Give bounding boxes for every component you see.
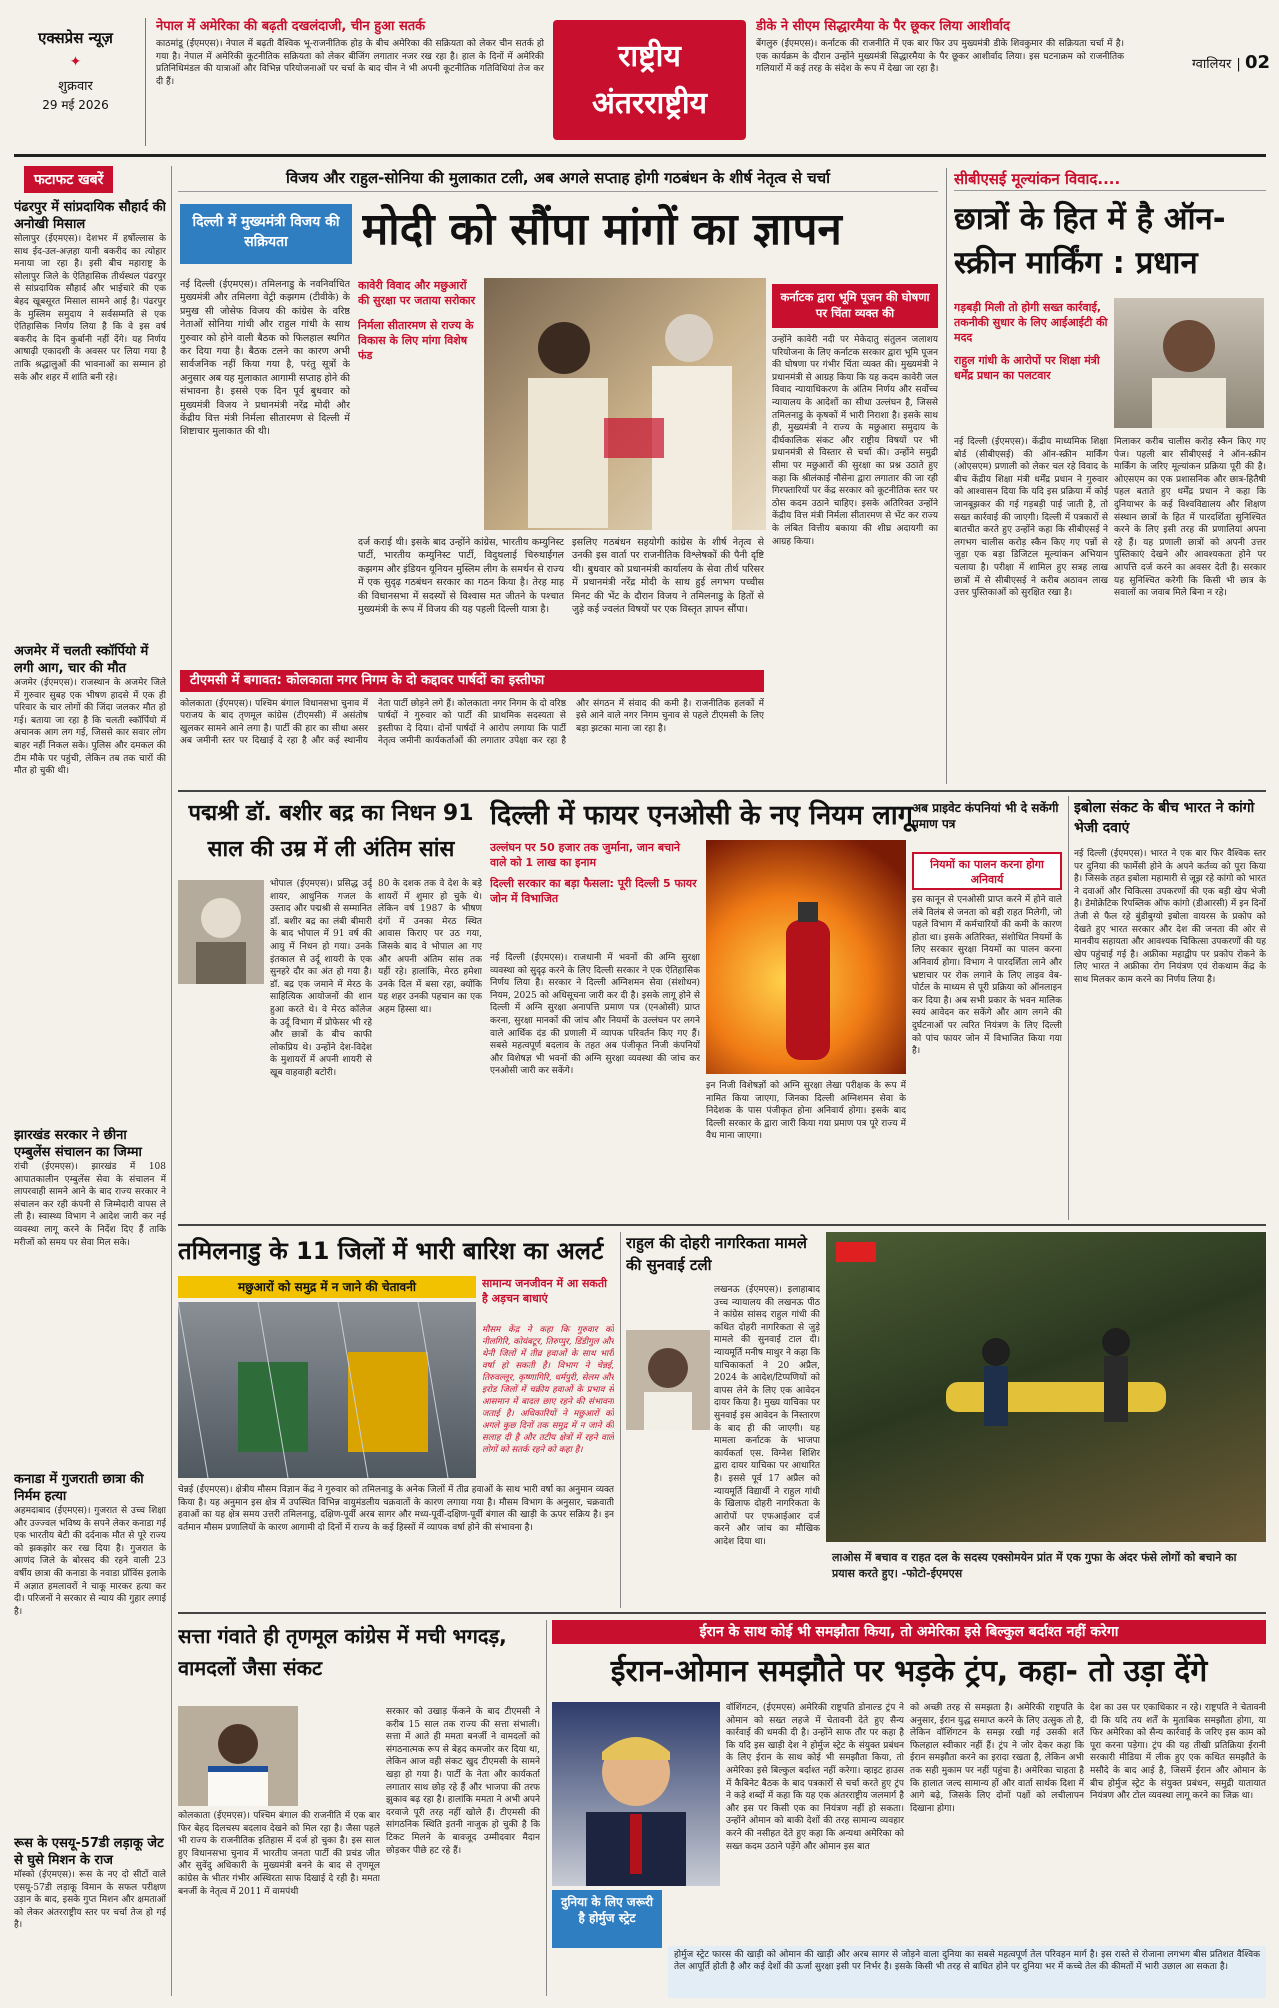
page-info [1150,52,1270,82]
hormuz-box-text: होर्मुज स्ट्रेट फारस की खाड़ी को ओमान की खाड़ी और अरब सागर से जोड़ने वाला दुनिया का सबसे महत्वपूर्ण तेल परिवहन मार्ग है। इस रास्ते से रोजाना लगभग बीस प्रतिशत वैश्विक तेल आपूर्ति होती है और कई देशों की ऊर्जा सुरक्षा इसी पर निर्भर है। इसके किसी भी तरह से बाधित होने पर दुनिया भर में कच्चे तेल की कीमतों में भारी उछाल आ सकता है। [668,1946,1266,1998]
city-name: ग्वालियर [1192,57,1232,72]
top-brief-dk [756,18,1124,148]
tmc-text-col2: सरकार को उखाड़ फेंकने के बाद टीएमसी ने करीब 15 साल तक राज्य की सत्ता संभाली। सत्ता में आते ही ममता बनर्जी ने वामदलों को संगठनात्मक रूप से बेहद कमजोर कर दिया था, लेकिन आज वही संकट खुद टीएमसी के सामने खड़ा हो गया है। पार्टी के नेता और कार्यकर्ता लगातार साथ छोड़ रहे हैं और भाजपा की तरफ झुकाव बढ़ रहा है। हालांकि ममता ने अभी अपने दरवाजे पूरी तरह नहीं खोले हैं। टीएमसी की सांगठनिक स्थिति इतनी नाजुक हो चुकी है कि टिकट मिलने के बावजूद उम्मीदवार मैदान छोड़कर पीछे हट रहे हैं। [386,1707,540,1856]
lead-point: कावेरी विवाद और मछुआरों की सुरक्षा पर जताया सरोकार [358,279,476,307]
iran-headline: ईरान-ओमान समझौते पर भड़के ट्रंप, कहा- तो उड़ा देंगे [610,1654,1208,1689]
karnataka-text: उन्होंने कावेरी नदी पर मेकेदातु संतुलन जलाशय परियोजना के लिए कर्नाटक सरकार द्वारा भूमि पूजन की घोषणा पर गंभीर चिंता व्यक्त की। मुख्यमंत्री ने प्रधानमंत्री से आग्रह किया कि यह कदम कावेरी जल विवाद न्यायाधिकरण के अंतिम निर्णय और सर्वोच्च न्यायालय के आदेशों का सीधा उल्लंघन है, जिससे तमिलनाडु के कृषकों में भारी निराशा है। इसके साथ ही, मुख्यमंत्री ने राज्य के मछुआरा समुदाय के दीर्घकालिक संकट और राष्ट्रीय विषयों पर भी प्रधानमंत्री से विस्तार से चर्चा की। उन्होंने समुद्री सीमा पर मछुआरों की सुरक्षा का प्रश्न उठाते हुए कहा कि श्रीलंकाई नौसेना द्वारा लगातार की जा रही गिरफ्तारियों पर केंद्र सरकार को कूटनीतिक स्तर पर ठोस कदम उठाने चाहिए। इसके अतिरिक्त उन्होंने केंद्रीय वित्त मंत्री निर्मला सीतारमण से भेंट कर राज्य के लंबित वित्तीय बकाया की शीघ्र अदायगी का आग्रह किया। [772,335,938,547]
lead-tag: दिल्ली में मुख्यमंत्री विजय की सक्रियता [180,204,352,264]
rain-headline: तमिलनाडु के 11 जिलों में भारी बारिश का अलर्ट [178,1237,604,1265]
fatafat-title: झारखंड सरकार ने छीना एम्बुलेंस संचालन का जिम्मा [14,1128,142,1160]
bashir-text-col1: भोपाल (ईएमएस)। प्रसिद्ध उर्दू शायर, आधुनिक गजल के उस्ताद और पद्मश्री से सम्मानित डॉ. बशीर बद्र का लंबी बीमारी के बाद भोपाल में 91 वर्ष की आयु में निधन हो गया। उनके इंतकाल से उर्दू शायरी के एक सुनहरे दौर का अंत हो गया है। डॉ. बद्र एक जमाने में मेरठ के साहित्यिक आयोजनों की शान हुआ करते थे। वे मेरठ कॉलेज के उर्दू विभाग में प्रोफेसर भी रहे और छात्रों के बीच काफी लोकप्रिय थे। उन्होंने देश-विदेश के मुशायरों में अपनी शायरी से खूब वाहवाही बटोरी। [270,879,372,1078]
rain-tag: मछुआरों को समुद्र में न जाने की चेतावनी [178,1276,476,1298]
masthead-bottom-rule [14,154,1266,157]
fire-text-col2: इन निजी विशेषज्ञों को अग्नि सुरक्षा लेखा परीक्षक के रूप में नामित किया जाएगा, जिनका दिल्ली अग्निशमन सेवा के निदेशक के पास पंजीकृत होना अनिवार्य होगा। इसके बाद दिल्ली सरकार के द्वारा जारी किया गया प्रमाण पत्र पूरे राज्य में वैध माना जाएगा। [706,1081,906,1142]
section-rule [178,1224,1266,1226]
rain-side-text: मौसम केंद्र ने कहा कि गुरुवार को नीलगिरि, कोयंबटूर, तिरुप्पुर, डिंडीगुल और थेनी जिलों में तीव्र हवाओं के साथ भारी वर्षा हो सकती है। विभाग ने चेन्नई, तिरुवल्लूर, कृष्णागिरि, धर्मपुरी, सेलम और इरोड जिलों में चक्रीय हवाओं के प्रभाव से आसमान में बादल छाए रहने की संभावना जताई है। अधिकारियों ने मछुआरों को अगले कुछ दिनों तक समुद्र में न जाने की सलाह दी है और तटीय क्षेत्रों में रहने वाले लोगों को सतर्क रहने को कहा है। [482,1325,614,1455]
tmc-strip-text: कोलकाता (ईएमएस)। पश्चिम बंगाल विधानसभा चुनाव में पराजय के बाद तृणमूल कांग्रेस (टीएमसी) में असंतोष खुलकर सामने आने लगा है। पार्टी की हार का सीधा असर अब जमीनी स्तर पर दिखाई दे रहा है और कई स्थानीय नेता पार्टी छोड़ने लगे हैं। कोलकाता नगर निगम के दो वरिष्ठ पार्षदों ने गुरुवार को पार्टी की प्राथमिक सदस्यता से इस्तीफा दे दिया। दोनों पार्षदों ने आरोप लगाया कि पार्टी नेतृत्व जमीनी कार्यकर्ताओं की लगातार उपेक्षा कर रहा है और संगठन में संवाद की कमी है। राजनीतिक हलकों में इसे आने वाले नगर निगम चुनाव से पहले टीएमसी के लिए बड़ा झटका माना जा रहा है। [180,699,764,747]
fatafat-title: अजमेर में चलती स्कॉर्पियो में लगी आग, चार की मौत [14,644,149,676]
portrait-placeholder-icon [178,1706,298,1806]
brand-ornament-icon: ✦ [69,54,82,70]
karnataka-tag: कर्नाटक द्वारा भूमि पूजन की घोषणा पर चिंता व्यक्त की [772,284,938,328]
fatafat-item [14,1835,166,1995]
ebola-text: नई दिल्ली (ईएमएस)। भारत ने एक बार फिर वैश्विक स्तर पर दुनिया की फार्मेसी होने के अपने कर्तव्य को पूरा किया है। जिसके तहत इबोला महामारी से जूझ रहे कांगो को भारत ने दवाओं और चिकित्सा उपकरणों की एक बड़ी खेप भेजी है। डेमोक्रेटिक रिपब्लिक ऑफ कांगो (डीआरसी) में इन दिनों तेजी से फैल रहे बुंडीबुग्यो इबोला वायरस के प्रकोप को देखते हुए भारत सरकार और देश की जनता की ओर से मानवीय सहायता और आवश्यक चिकित्सा उपकरणों की यह खेप पहुंचाई गई है। अफ्रीका महाद्वीप पर प्रकोप रोकने के लिए भारत ने अफ्रीका रोग नियंत्रण एवं रोकथाम केंद्र के साथ मिलकर काम करने का निर्णय लिया है। [1074,849,1266,985]
fire-text-col1: नई दिल्ली (ईएमएस)। राजधानी में भवनों की अग्नि सुरक्षा व्यवस्था को सुदृढ़ करने के लिए दिल्ली सरकार ने एक ऐतिहासिक निर्णय लिया है। सरकार ने दिल्ली अग्निशमन सेवा (संशोधन) नियम, 2025 को अधिसूचना जारी कर दी है। इसके लागू होने से दिल्ली में अग्नि सुरक्षा अनापत्ति प्रमाण पत्र (एनओसी) प्राप्त करना, सुरक्षा मानकों की जांच और नियमों के उल्लंघन पर लगने वाले आर्थिक दंड की प्रणाली में व्यापक परिवर्तन किए गए हैं। सबसे महत्वपूर्ण बदलाव के तहत अब पंजीकृत निजी कंपनियों और विशेषज्ञ भी भवनों की अग्नि सुरक्षा व्यवस्था की जांच कर एनओसी जारी कर सकेंगे। [490,953,700,1077]
iran-text-col2: को अच्छी तरह से समझता है। अमेरिकी राष्ट्रपति के अनुसार, ईरान युद्ध समाप्त करने के लिए उत्सुक तो है, लेकिन वॉशिंगटन के समझ रखी गई उसकी शर्तें फिलहाल स्वीकार नहीं हैं। ट्रंप ने जोर देकर कहा कि ईरान समझौता करने का इरादा रखता है, लेकिन अभी तक सही मुकाम पर नहीं पहुंचा है। अमेरिका चाहता है कि हालात जल्द सामान्य हों और वार्ता सार्थक दिशा में आगे बढ़े, जिसके लिए दोनों पक्षों को लचीलापन दिखाना होगा। [910,1703,1084,1814]
bashir-text-col2: 80 के दशक तक वे देश के बड़े शायरों में शुमार हो चुके थे। लेकिन वर्ष 1987 के भीषण दंगों में उनका मेरठ स्थित आवास किराए पर उठ गया, जिसके बाद वे भोपाल आ गए और अपनी अंतिम सांस तक यहीं रहे। हालांकि, मेरठ हमेशा उनके दिल में बसा रहा, क्योंकि यह शहर उनकी पहचान का एक अहम हिस्सा था। [378,879,482,1015]
tmc-photo [178,1706,298,1806]
fatafat-title: कनाडा में गुजराती छात्रा की निर्मम हत्या [14,1472,144,1504]
fatafat-item [14,1471,166,1831]
column-divider [946,168,947,784]
laos-caption: लाओस में बचाव व राहत दल के सदस्य एक्सोमयेन प्रांत में एक गुफा के अंदर फंसे लोगों को बचाने का प्रयास करते हुए। -फोटो-ईएमएस [832,1551,1237,1580]
cbse-photo [1114,298,1264,428]
portrait-placeholder-icon [626,1330,710,1430]
ebola-headline: इबोला संकट के बीच भारत ने कांगो भेजी दवाएं [1074,800,1255,836]
fatafat-text: अहमदाबाद (ईएमएस)। गुजरात से उच्च शिक्षा और उज्ज्वल भविष्य के सपने लेकर कनाडा गई एक भारतीय बेटी की दर्दनाक मौत से पूरे राज्य को झकझोर कर रख दिया है। गुजरात के आणंद जिले के बोरसद की रहने वाली 23 वर्षीय छात्रा की कनाडा के नवाडा प्रॉविंस इलाके में अज्ञात हमलावरों ने चाकू मारकर हत्या कर दी। परिजनों ने सरकार से न्याय की गुहार लगाई है। [14,1506,166,1617]
fire-point: उल्लंघन पर 50 हजार तक जुर्माना, जान बचाने वाले को 1 लाख का इनाम [490,841,681,869]
edition-day: शुक्रवार [58,79,93,94]
masthead-divider [145,18,146,146]
cbse-text-col1: नई दिल्ली (ईएमएस)। केंद्रीय माध्यमिक शिक्षा बोर्ड (सीबीएसई) की ऑन-स्क्रीन मार्किंग (ओएसएम) प्रणाली को लेकर चल रहे विवाद के बीच केंद्रीय शिक्षा मंत्री धर्मेंद्र प्रधान ने गुरुवार को आश्वासन दिया कि यदि इस प्रक्रिया में कोई जानबूझकर की गई गड़बड़ी पाई जाती है, तो सख्त कार्रवाई की जाएगी। दिल्ली में पत्रकारों से बातचीत करते हुए उन्होंने कहा कि सीबीएसई ने लगभग चालीस करोड़ स्कैन किए गए पन्नों से जुड़ा एक बड़ा डिजिटल मूल्यांकन अभियान चलाया है। परीक्षा में शामिल हुए सत्रह लाख छात्रों में से सीबीएसई ने करीब अठावन लाख उत्तर पुस्तिकाओं को सुरक्षित रखा है। [954,437,1108,599]
fire-headline: दिल्ली में फायर एनओसी के नए नियम लागू [490,800,913,831]
cbse-kicker: सीबीएसई मूल्यांकन विवाद.... [954,168,1266,191]
fatafat-text: अजमेर (ईएमएस)। राजस्थान के अजमेर जिले में गुरुवार सुबह एक भीषण हादसे में एक ही परिवार के चार लोगों की जिंदा जलकर मौत हो गई। बताया जा रहा है कि चलती स्कॉर्पियो में अचानक आग लग गई, जिससे कार सवार लोग बाहर नहीं निकल सके। पुलिस और दमकल की टीम मौके पर पहुंची, लेकिन तब तक चारों की मौत हो चुकी थी। [14,678,166,777]
brief-text: काठमांडू (ईएमएस)। नेपाल में बढ़ती वैश्विक भू-राजनीतिक होड़ के बीच अमेरिका की सक्रियता को लेकर चीन सतर्क हो गया है। नेपाल में अमेरिकी कूटनीतिक सक्रियता को लेकर बीजिंग लगातार नजर रख रहा है। हाल के दिनों में अमेरिकी प्रतिनिधिमंडल की यात्राओं और विभिन्न परियोजनाओं पर चर्चा के बाद चीन ने भी अपनी कूटनीतिक गतिविधियां तेज कर दी हैं। [156,39,544,87]
iran-text-col3: देश का उस पर एकाधिकार न रहे। राष्ट्रपति ने चेतावनी दी कि यदि तय शर्तें के मुताबिक समझौता होगा, या फिर अमेरिका को सैन्य कार्रवाई के जरिए इस काम को पूरा करना पड़ेगा। ट्रंप की यह तीखी प्रतिक्रिया ईरानी सरकारी मीडिया में लीक हुए एक कथित समझौते के मसौदे के बाद आई है, जिसमें ईरान और ओमान के बीच होर्मुज स्ट्रेट के संयुक्त प्रबंधन, समुद्री यातायात नियंत्रण और टोल व्यवस्था लागू करने का जिक्र था। [1090,1703,1266,1802]
portrait-placeholder-icon [552,1702,720,1886]
section-title-line1: राष्ट्रीय [618,39,681,74]
masthead [0,0,1279,162]
rain-text: चेन्नई (ईएमएस)। क्षेत्रीय मौसम विज्ञान केंद्र ने गुरुवार को तमिलनाडु के अनेक जिलों में तीव्र हवाओं के साथ भारी वर्षा का अनुमान व्यक्त किया है। यह अनुमान इस क्षेत्र में उपस्थित विभिन्न वायुमंडलीय चक्रवातों के कारण लगाया गया है। मौसम विभाग के अनुसार, चक्रवाती हवाओं का यह क्षेत्र समय उत्तरी तमिलनाडु, दक्षिण-पूर्वी अरब सागर और मध्य-पूर्वी-दक्षिण-पूर्वी बंगाल की खाड़ी के ऊपर सक्रिय है। इन वर्तमान मौसम प्रणालियों के कारण आगामी दो दिनों में राज्य के कई हिस्सों में व्यापक वर्षा होने की संभावना है। [178,1485,614,1533]
rahul-text: लखनऊ (ईएमएस)। इलाहाबाद उच्च न्यायालय की लखनऊ पीठ ने कांग्रेस सांसद राहुल गांधी की कथित दोहरी नागरिकता से जुड़े मामले की सुनवाई टाल दी। न्यायमूर्ति मनीष माथुर ने कहा कि याचिकाकर्ता ने 20 अप्रैल, 2024 के आदेश/टिप्पणियों को वापस लेने के लिए एक आवेदन दायर किया है। मुख्य याचिका पर सुनवाई इस आवेदन के निस्तारण के बाद ही की जाएगी। यह मामला कर्नाटक के भाजपा कार्यकर्ता एस. विग्नेश शिशिर द्वारा दायर याचिका पर आधारित है। इससे पूर्व 17 अप्रैल को न्यायमूर्ति विद्यार्थी ने राहुल गांधी के खिलाफ दोहरी नागरिकता के आरोपों पर एफआईआर दर्ज करने और जांच का मौखिक आदेश दिया था। [714,1285,820,1547]
bashir-photo [178,880,264,984]
column-divider [171,166,172,1996]
column-divider [1068,796,1069,1220]
laos-photo [826,1232,1266,1542]
fire-point: दिल्ली सरकार का बड़ा फैसला: पूरी दिल्ली 5 फायर जोन में विभाजित [490,877,697,905]
fatafat-title: पंढरपुर में सांप्रदायिक सौहार्द की अनोखी मिसाल [14,200,166,232]
page-number: 02 [1244,52,1270,73]
rain-scene-icon [178,1302,476,1478]
fire-extinguisher-icon [706,840,906,1074]
lead-points [358,278,478,528]
rules-text: इस कानून से एनओसी प्राप्त करने में होने वाले लंबे विलंब से जनता को बड़ी राहत मिलेगी, जो पहले विभाग में कर्मचारियों की कमी के कारण होता था। इसके अतिरिक्त, संशोधित नियमों के लिए सरकार सुरक्षा नियमों का पालन करना अनिवार्य होगा। विभाग ने पारदर्शिता लाने और भ्रष्टाचार पर रोक लगाने के लिए लाइव वेब-पोर्टल के माध्यम से पूरी प्रक्रिया को ऑनलाइन कर दिया है। अब सभी प्रकार के भवन मालिक स्वयं आवेदन कर सकेंगे और आग लगने की दुर्घटनाओं पर त्वरित नियंत्रण के लिए दिल्ली को पांच फायर जोन में विभाजित किया गया है। [912,895,1062,1057]
fatafat-text: रांची (ईएमएस)। झारखंड में 108 आपातकालीन एम्बुलेंस सेवा के संचालन में लापरवाही सामने आने के बाद राज्य सरकार ने संचालन कर रही कंपनी से जिम्मेदारी वापस ले ली है। स्वास्थ्य विभाग ने आदेश जारी कर नई व्यवस्था लागू करने के निर्देश दिए हैं ताकि मरीजों को समय पर सेवा मिल सके। [14,1162,166,1248]
hormuz-box-label: दुनिया के लिए जरूरी है होर्मुज स्ट्रेट [552,1890,662,1948]
tmc-strip-tag: टीएमसी में बगावत: कोलकाता नगर निगम के दो कद्दावर पार्षदों का इस्तीफा [180,670,764,692]
section-rule [178,790,1266,792]
fatafat-text: सोलापुर (ईएमएस)। देशभर में हर्षोल्लास के साथ ईद-उल-अज़हा यानी बकरीद का त्योहार मनाया जा रहा है। इसी बीच महाराष्ट्र के सोलापुर जिले के ऐतिहासिक तीर्थस्थल पंढरपुर से सांप्रदायिक सौहार्द और भाईचारे की एक बेहद खूबसूरत मिसाल सामने आई है। पंढरपुर के मुस्लिम समुदाय ने सर्वसम्मति से एक ऐतिहासिक निर्णय लिया है कि वे इस वर्ष बकरीद के दिन कुर्बानी नहीं देंगे। यह निर्णय आषाढ़ी एकादशी के अवसर पर लिया गया है ताकि श्रद्धालुओं की भावनाओं का सम्मान हो सके और शहर में शांति बनी रहे। [14,234,166,383]
fatafat-title: रूस के एसयू-57डी लड़ाकू जेट से घुसे मिशन के राज [14,1836,164,1868]
lead-body-col3: इसलिए गठबंधन सहयोगी कांग्रेस के शीर्ष नेतृत्व से उनकी इस वार्ता पर राजनीतिक विश्लेषकों की पैनी दृष्टि थी। बुधवार को प्रधानमंत्री कार्यालय के सेवा तीर्थ परिसर में प्रधानमंत्री नरेंद्र मोदी के साथ हुई लगभग पच्चीस मिनट की भेंट के दौरान विजय ने तमिलनाडु के हितों से जुड़े कई ज्वलंत विषयों पर एक विस्तृत ज्ञापन सौंपा। [572,537,764,616]
lead-headline: मोदी को सौंपा मांगों का ज्ञापन [362,204,842,255]
rain-photo [178,1302,476,1478]
section-rule [178,1612,1266,1614]
brief-title: डीके ने सीएम सिद्धारमैया के पैर छूकर लिया आशीर्वाद [756,19,1010,34]
iran-text-col1: वॉशिंगटन, (ईएमएस) अमेरिकी राष्ट्रपति डोनाल्ड ट्रंप ने ओमान को सख्त लहजे में चेतावनी देते हुए सैन्य कार्रवाई की धमकी दी है। उन्होंने साफ तौर पर कहा है कि यदि इस खाड़ी देश ने होर्मुज स्ट्रेट के संयुक्त प्रबंधन के लिए ईरान के साथ कोई भी समझौता किया, तो अमेरिका इसे बिल्कुल बर्दाश्त नहीं करेगा। व्हाइट हाउस में कैबिनेट बैठक के बाद पत्रकारों से चर्चा करते हुए ट्रंप ने कड़े शब्दों में कहा कि यह एक अंतरराष्ट्रीय जलमार्ग है और इस पर किसी एक का नियंत्रण नहीं हो सकता। उन्होंने ओमान को बाकी देशों की तरह सामान्य व्यवहार करने की नसीहत देते हुए कहा कि अन्यथा अमेरिका को सख्त कदम उठाने पड़ेंगे और ओमान इस बात [726,1703,904,1852]
brand-name: एक्सप्रेस न्यूज़ [38,29,113,47]
bashir-headline: पद्मश्री डॉ. बशीर बद्र का निधन 91 साल की उम्र में ली अंतिम सांस [188,801,474,862]
fire-photo [706,840,906,1074]
lead-photo [484,278,766,530]
iran-photo [552,1702,720,1886]
fire-points [490,840,700,950]
column-divider [546,1620,547,1996]
lead-point: निर्मला सीतारमण से राज्य के विकास के लिए मांगा विशेष फंड [358,319,474,362]
top-brief-nepal [156,18,544,148]
brief-title: नेपाल में अमेरिका की बढ़ती दखलंदाजी, चीन हुआ सतर्क [156,19,426,34]
portrait-placeholder-icon [178,880,264,984]
lead-body-col1: नई दिल्ली (ईएमएस)। तमिलनाडु के नवनिर्वाचित मुख्यमंत्री और तमिलगा वेट्री कझगम (टीवीके) के प्रमुख सी जोसेफ विजय की कांग्रेस के वरिष्ठ नेताओं सोनिया गांधी और राहुल गांधी के साथ गुरुवार को होने वाली बैठक को फिलहाल स्थगित कर दिया गया है। बैठक टलने का कारण अभी सार्वजनिक नहीं किया गया है, परंतु सूत्रों के अनुसार अब यह मुलाकात आगामी सप्ताह होने की संभावना है। इससे एक दिन पूर्व बुधवार को मुख्यमंत्री विजय ने प्रधानमंत्री नरेंद्र मोदी और केंद्रीय वित्त मंत्री निर्मला सीतारमण से दिल्ली में शिष्टाचार मुलाकात की थी। [180,279,350,438]
brief-text: बेंगलुरु (ईएमएस)। कर्नाटक की राजनीति में एक बार फिर उप मुख्यमंत्री डीके शिवकुमार की सक्रियता चर्चा में है। एक कार्यक्रम के दौरान उन्होंने मुख्यमंत्री सिद्धारमैया के पैर छूकर आशीर्वाद लिया। इस घटनाक्रम को राजनीतिक गलियारों में कई तरह के संदेश के रूप में देखा जा रहा है। [756,39,1124,74]
lead-body-col2: दर्ज कराई थी। इसके बाद उन्होंने कांग्रेस, भारतीय कम्युनिस्ट पार्टी, भारतीय कम्युनिस्ट पार्टी, विदुथलाई चिरुथाईगल कझगम और इंडियन यूनियन मुस्लिम लीग के समर्थन से राज्य में एक सुदृढ़ गठबंधन सरकार का गठन किया है। तेरह माह की विधानसभा में सदस्यों से विश्वास मत जीतने के पश्चात मुख्यमंत्री के रूप में विजय की यह पहली दिल्ली यात्रा है। [358,537,564,616]
page-divider: | [1236,57,1245,72]
cbse-point: राहुल गांधी के आरोपों पर शिक्षा मंत्री धर्मेंद्र प्रधान का पलटवार [954,354,1100,382]
tmc-text-col1: कोलकाता (ईएमएस)। पश्चिम बंगाल की राजनीति में एक बार फिर बेहद दिलचस्प बदलाव देखने को मिल रहा है। जैसा पहले भी राज्य के राजनीतिक इतिहास में दर्ज हो चुका है। इस साल हुए विधानसभा चुनाव में भारतीय जनता पार्टी की प्रचंड जीत और सुवेंदु अधिकारी के मुख्यमंत्री बनने के बाद से तृणमूल कांग्रेस के भीतर गंभीर अस्थिरता साफ दिखाई दे रही है। ममता बनर्जी के नेतृत्व में 2011 में वामपंथी [178,1811,380,1897]
fatafat-item [14,199,166,639]
edition-date: 29 मई 2026 [42,98,109,112]
brand-box [18,22,133,142]
fatafat-text: मॉस्को (ईएमएस)। रूस के नए दो सीटों वाले एसयू-57डी लड़ाकू विमान के सफल परीक्षण उड़ान के बाद, इसके गुप्त मिशन और क्षमताओं को लेकर अंतरराष्ट्रीय स्तर पर चर्चा तेज हो गई है। [14,1870,166,1931]
fatafat-item [14,643,166,1123]
iran-banner: ईरान के साथ कोई भी समझौता किया, तो अमेरिका इसे बिल्कुल बर्दाश्त नहीं करेगा [552,1620,1266,1644]
fatafat-label: फटाफट खबरें [24,166,113,193]
cbse-point: गड़बड़ी मिली तो होगी सख्त कार्रवाई, तकनीकी सुधार के लिए आईआईटी की मदद [954,301,1108,344]
cbse-text-col2: मिलाकर करीब चालीस करोड़ स्कैन किए गए पेज। पहली बार सीबीएसई ने ऑन-स्क्रीन मार्किंग के जरिए मूल्यांकन प्रक्रिया पूरी की है। ओएसएम का एक प्रशासनिक और छात्र-हितैषी पहल बताते हुए धर्मेंद्र प्रधान ने कहा कि दुनियाभर के कई विश्वविद्यालय और शिक्षण संस्थान छात्रों के हित में पारदर्शिता सुनिश्चित करने के लिए इसी तरह की प्रणालियां अपना रहे हैं। यह प्रणाली छात्रों को अपनी उत्तर पुस्तिकाएं देखने और आवश्यकता होने पर आपत्ति दर्ज करने का अवसर देती है। सरकार यह सुनिश्चित करेगी कि किसी भी छात्र के सवालों का जवाब मिले बिना न रहे। [1114,437,1266,599]
rain-side-title: सामान्य जनजीवन में आ सकती है अड़चन बाधाएं [482,1277,607,1305]
rules-tag: नियमों का पालन करना होगा अनिवार्य [912,852,1062,890]
lead-kicker: विजय और राहुल-सोनिया की मुलाकात टली, अब अगले सप्ताह होगी गठबंधन के शीर्ष नेतृत्व से चर्चा [178,168,938,192]
cbse-points [954,300,1108,430]
section-title-line2: अंतरराष्ट्रीय [591,86,708,121]
portrait-placeholder-icon [1114,298,1264,428]
cbse-headline: छात्रों के हित में है ऑन-स्क्रीन मार्किंग : प्रधान [954,201,1226,281]
tmc-headline: सत्ता गंवाते ही तृणमूल कांग्रेस में मची भगदड़, वामदलों जैसा संकट [178,1624,507,1680]
rahul-photo [626,1330,710,1430]
fatafat-column [14,166,166,1996]
photo-placeholder-icon [484,278,766,530]
column-divider [620,1232,621,1608]
rahul-headline: राहुल की दोहरी नागरिकता मामले की सुनवाई टली [626,1234,807,1274]
section-title-box [553,20,746,140]
fatafat-item [14,1127,166,1467]
private-tag: अब प्राइवेट कंपनियां भी दे सकेंगी प्रमाण पत्र [912,801,1059,831]
rescue-scene-icon [826,1232,1266,1542]
